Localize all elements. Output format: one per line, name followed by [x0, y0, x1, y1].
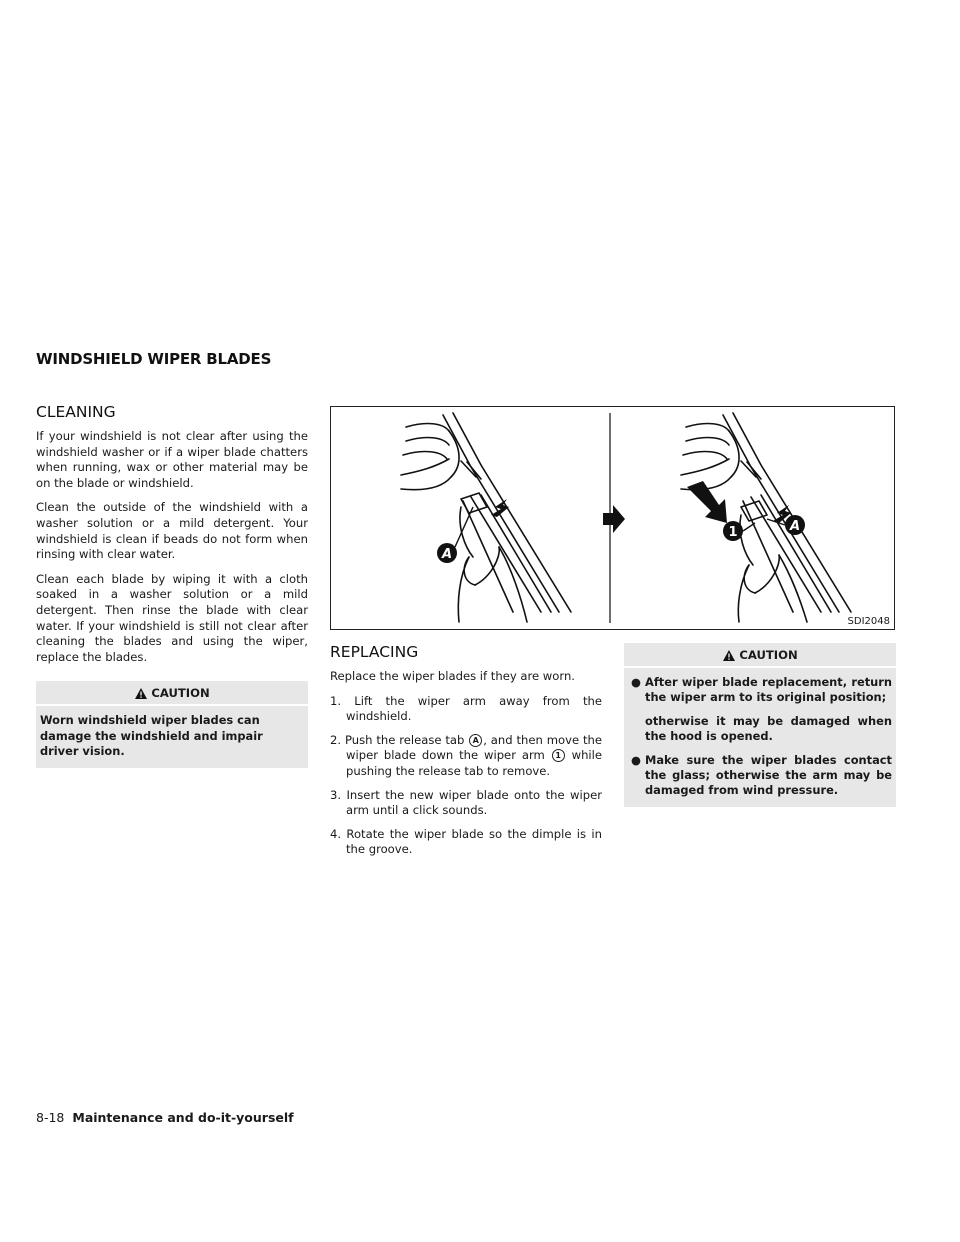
caution-text: Worn windshield wiper blades can damage the windshield and impair driver vision. [40, 713, 263, 759]
caution-bullet [628, 753, 892, 799]
figure-label-1: 1 [728, 525, 738, 540]
bullet-icon: ● [631, 752, 641, 767]
ref-1-marker: 1 [552, 749, 565, 762]
page-number: 8-18 [36, 1110, 65, 1125]
cleaning-paragraph: Clean the outside of the windshield with a washer solution or a mild detergent. Your windshield is clean if beads do not form when rinsing with clear water. [36, 500, 308, 562]
wiper-illustration [331, 407, 894, 629]
figure-label-a: A [789, 519, 801, 534]
replacing-intro: Replace the wiper blades if they are worn. [330, 669, 575, 683]
step-item: 4. Rotate the wiper blade so the dimple is in the groove. [330, 826, 602, 857]
wiper-figure [330, 406, 895, 630]
replacing-steps [330, 694, 602, 858]
step-item: 3. Insert the new wiper blade onto the wiper arm until a click sounds. [330, 787, 602, 818]
bullet-icon: ● [631, 675, 641, 689]
replacing-section [330, 643, 602, 866]
caution-title: CAUTION [739, 648, 798, 662]
step-item: 2. Push the release tab A , and then move the wiper blade down the wiper arm 1 while pushing the release tab to remove. [330, 732, 602, 778]
figure-code: SDI2048 [847, 616, 890, 627]
chapter-title: Maintenance and do-it-yourself [72, 1110, 294, 1125]
cleaning-paragraph: Clean each blade by wiping it with a cloth soaked in a washer solution or a mild detergent. Then rinse the blade with clear water. If your windshield is still not clear after cleaning the blades and using the wiper, replace the blades. [36, 571, 308, 664]
cleaning-section [36, 403, 308, 768]
caution-bullet-text: Make sure the wiper blades contact the glass; otherwise the arm may be damaged from wind pressure. [645, 752, 892, 798]
caution-bullet-extra: otherwise it may be damaged when the hood is opened. [645, 713, 892, 744]
caution-bullet-text: After wiper blade replacement, return the wiper arm to its original position; [645, 675, 892, 705]
cleaning-paragraph: If your windshield is not clear after using the windshield washer or if a wiper blade chatters when running, wax or other material may be on the blade or windshield. [36, 429, 308, 490]
replacing-caution [624, 643, 896, 807]
section-title: WINDSHIELD WIPER BLADES [36, 350, 272, 368]
caution-box [624, 643, 896, 807]
figure-label-a: A [441, 547, 453, 562]
page-footer [36, 1110, 294, 1125]
caution-title: CAUTION [151, 686, 210, 701]
caution-bullets [628, 675, 892, 799]
step-item: 1. Lift the wiper arm away from the windshield. [330, 693, 603, 724]
caution-bullet [628, 675, 892, 745]
cleaning-heading: CLEANING [36, 403, 116, 421]
caution-box [36, 681, 308, 767]
replacing-heading: REPLACING [330, 643, 419, 661]
ref-a-marker: A [469, 734, 482, 747]
caution-header [624, 643, 896, 668]
warning-icon [134, 687, 148, 700]
caution-header [36, 681, 308, 706]
warning-icon [722, 649, 736, 662]
